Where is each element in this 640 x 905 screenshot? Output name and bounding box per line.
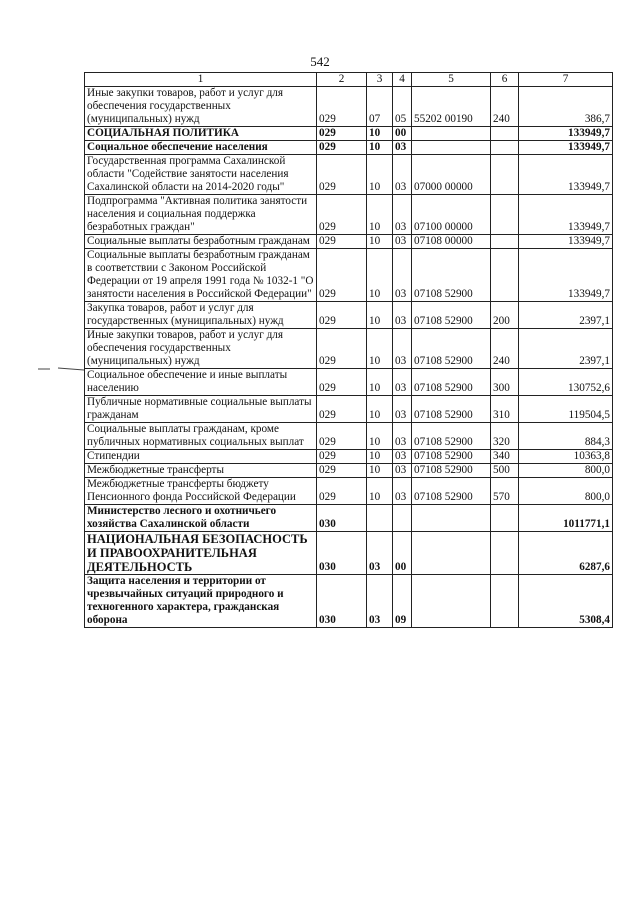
row-amount: 10363,8 (519, 450, 613, 464)
row-target-article-code: 07000 00000 (412, 155, 491, 195)
row-subsection-code: 03 (393, 235, 412, 249)
row-amount: 133949,7 (519, 127, 613, 141)
table-row (85, 302, 613, 329)
row-ved-code: 029 (317, 235, 367, 249)
table-row (85, 423, 613, 450)
row-section-code: 07 (367, 87, 393, 127)
row-name: НАЦИОНАЛЬНАЯ БЕЗОПАСНОСТЬ И ПРАВООХРАНИТЕЛЬНАЯ ДЕЯТЕЛЬНОСТЬ (85, 532, 317, 575)
row-subsection-code: 03 (393, 369, 412, 396)
row-section-code: 03 (367, 532, 393, 575)
row-expense-type-code (491, 532, 519, 575)
column-header: 2 (317, 73, 367, 87)
row-expense-type-code (491, 249, 519, 302)
row-expense-type-code: 500 (491, 464, 519, 478)
row-section-code: 10 (367, 195, 393, 235)
row-expense-type-code (491, 575, 519, 628)
row-ved-code: 029 (317, 369, 367, 396)
row-expense-type-code (491, 155, 519, 195)
page-number: 542 (310, 54, 330, 69)
row-expense-type-code: 300 (491, 369, 519, 396)
row-section-code: 10 (367, 369, 393, 396)
row-subsection-code: 03 (393, 141, 412, 155)
row-expense-type-code: 340 (491, 450, 519, 464)
row-ved-code: 029 (317, 302, 367, 329)
row-name: Межбюджетные трансферты бюджету Пенсионного фонда Российской Федерации (85, 478, 317, 505)
row-amount: 133949,7 (519, 155, 613, 195)
row-amount: 130752,6 (519, 369, 613, 396)
row-section-code: 10 (367, 155, 393, 195)
row-expense-type-code: 240 (491, 87, 519, 127)
row-name: Социальное обеспечение населения (85, 141, 317, 155)
row-subsection-code: 03 (393, 478, 412, 505)
row-ved-code: 029 (317, 423, 367, 450)
row-section-code: 10 (367, 127, 393, 141)
row-name: Министерство лесного и охотничьего хозяйства Сахалинской области (85, 505, 317, 532)
row-expense-type-code (491, 141, 519, 155)
row-target-article-code: 55202 00190 (412, 87, 491, 127)
row-subsection-code: 03 (393, 450, 412, 464)
table-row (85, 532, 613, 575)
row-subsection-code: 00 (393, 532, 412, 575)
row-name: Межбюджетные трансферты (85, 464, 317, 478)
row-expense-type-code: 240 (491, 329, 519, 369)
row-subsection-code: 03 (393, 423, 412, 450)
row-amount: 133949,7 (519, 195, 613, 235)
row-ved-code: 029 (317, 195, 367, 235)
row-target-article-code: 07108 52900 (412, 249, 491, 302)
row-name: Социальные выплаты безработным гражданам (85, 235, 317, 249)
row-section-code: 10 (367, 249, 393, 302)
column-header: 6 (491, 73, 519, 87)
row-name: СОЦИАЛЬНАЯ ПОЛИТИКА (85, 127, 317, 141)
row-target-article-code (412, 505, 491, 532)
row-subsection-code: 03 (393, 396, 412, 423)
budget-table (84, 72, 613, 628)
table-row (85, 141, 613, 155)
row-amount: 133949,7 (519, 235, 613, 249)
row-expense-type-code (491, 127, 519, 141)
row-target-article-code: 07108 52900 (412, 302, 491, 329)
row-name: Стипендии (85, 450, 317, 464)
row-amount: 884,3 (519, 423, 613, 450)
row-subsection-code (393, 505, 412, 532)
row-name: Государственная программа Сахалинской области "Содействие занятости населения Сахалинской области на 2014-2020 годы" (85, 155, 317, 195)
row-ved-code: 029 (317, 329, 367, 369)
row-ved-code: 029 (317, 478, 367, 505)
row-ved-code: 029 (317, 249, 367, 302)
row-subsection-code: 03 (393, 302, 412, 329)
row-ved-code: 030 (317, 532, 367, 575)
row-target-article-code: 07108 52900 (412, 396, 491, 423)
row-subsection-code: 00 (393, 127, 412, 141)
row-amount: 386,7 (519, 87, 613, 127)
row-expense-type-code (491, 505, 519, 532)
table-header-row (85, 73, 613, 87)
row-amount: 1011771,1 (519, 505, 613, 532)
row-ved-code: 029 (317, 127, 367, 141)
table-row (85, 450, 613, 464)
row-target-article-code (412, 575, 491, 628)
row-amount: 6287,6 (519, 532, 613, 575)
row-name: Подпрограмма "Активная политика занятости населения и социальная поддержка безработных граждан" (85, 195, 317, 235)
row-target-article-code: 07108 52900 (412, 478, 491, 505)
row-target-article-code (412, 532, 491, 575)
row-subsection-code: 03 (393, 155, 412, 195)
row-ved-code: 029 (317, 464, 367, 478)
row-section-code: 10 (367, 141, 393, 155)
row-subsection-code: 09 (393, 575, 412, 628)
column-header: 1 (85, 73, 317, 87)
row-amount: 5308,4 (519, 575, 613, 628)
row-section-code: 10 (367, 329, 393, 369)
row-ved-code: 029 (317, 141, 367, 155)
row-target-article-code: 07108 52900 (412, 369, 491, 396)
table-row (85, 127, 613, 141)
row-name: Закупка товаров, работ и услуг для государственных (муниципальных) нужд (85, 302, 317, 329)
row-expense-type-code: 570 (491, 478, 519, 505)
column-header: 5 (412, 73, 491, 87)
row-amount: 2397,1 (519, 329, 613, 369)
row-target-article-code: 07108 52900 (412, 329, 491, 369)
row-ved-code: 029 (317, 87, 367, 127)
row-subsection-code: 03 (393, 329, 412, 369)
row-target-article-code: 07100 00000 (412, 195, 491, 235)
row-name: Иные закупки товаров, работ и услуг для обеспечения государственных (муниципальных) нужд (85, 87, 317, 127)
row-ved-code: 030 (317, 575, 367, 628)
column-header: 4 (393, 73, 412, 87)
row-subsection-code: 03 (393, 249, 412, 302)
row-section-code: 10 (367, 478, 393, 505)
table-row (85, 195, 613, 235)
row-section-code: 10 (367, 464, 393, 478)
row-target-article-code (412, 141, 491, 155)
row-name: Защита населения и территории от чрезвычайных ситуаций природного и техногенного характера, гражданская оборона (85, 575, 317, 628)
row-amount: 119504,5 (519, 396, 613, 423)
row-amount: 800,0 (519, 478, 613, 505)
row-name: Социальные выплаты гражданам, кроме публичных нормативных социальных выплат (85, 423, 317, 450)
row-name: Социальные выплаты безработным гражданам в соответствии с Законом Российской Федерации от 19 апреля 1991 года № 1032-1 "О занятости населения в Российской Федерации" (85, 249, 317, 302)
table-row (85, 235, 613, 249)
row-target-article-code: 07108 52900 (412, 423, 491, 450)
table-body (85, 87, 613, 628)
row-expense-type-code (491, 235, 519, 249)
table-row (85, 87, 613, 127)
row-section-code: 10 (367, 396, 393, 423)
row-subsection-code: 03 (393, 195, 412, 235)
row-expense-type-code: 200 (491, 302, 519, 329)
row-ved-code: 029 (317, 396, 367, 423)
table-row (85, 396, 613, 423)
row-name: Социальное обеспечение и иные выплаты населению (85, 369, 317, 396)
table-row (85, 478, 613, 505)
row-amount: 133949,7 (519, 141, 613, 155)
row-section-code: 10 (367, 235, 393, 249)
row-section-code: 10 (367, 302, 393, 329)
row-expense-type-code: 310 (491, 396, 519, 423)
column-header: 3 (367, 73, 393, 87)
row-amount: 2397,1 (519, 302, 613, 329)
table-row (85, 575, 613, 628)
row-section-code: 10 (367, 450, 393, 464)
row-section-code: 10 (367, 423, 393, 450)
scan-artifact-mark (36, 366, 86, 372)
table-row (85, 369, 613, 396)
row-ved-code: 030 (317, 505, 367, 532)
row-ved-code: 029 (317, 155, 367, 195)
row-subsection-code: 03 (393, 464, 412, 478)
row-amount: 800,0 (519, 464, 613, 478)
row-name: Публичные нормативные социальные выплаты гражданам (85, 396, 317, 423)
row-expense-type-code: 320 (491, 423, 519, 450)
table-row (85, 464, 613, 478)
table-row (85, 155, 613, 195)
row-target-article-code: 07108 52900 (412, 450, 491, 464)
table-row (85, 329, 613, 369)
row-ved-code: 029 (317, 450, 367, 464)
row-target-article-code (412, 127, 491, 141)
table-row (85, 505, 613, 532)
row-target-article-code: 07108 52900 (412, 464, 491, 478)
column-header: 7 (519, 73, 613, 87)
table-row (85, 249, 613, 302)
row-subsection-code: 05 (393, 87, 412, 127)
row-section-code (367, 505, 393, 532)
row-name: Иные закупки товаров, работ и услуг для обеспечения государственных (муниципальных) нужд (85, 329, 317, 369)
row-target-article-code: 07108 00000 (412, 235, 491, 249)
row-section-code: 03 (367, 575, 393, 628)
row-amount: 133949,7 (519, 249, 613, 302)
row-expense-type-code (491, 195, 519, 235)
